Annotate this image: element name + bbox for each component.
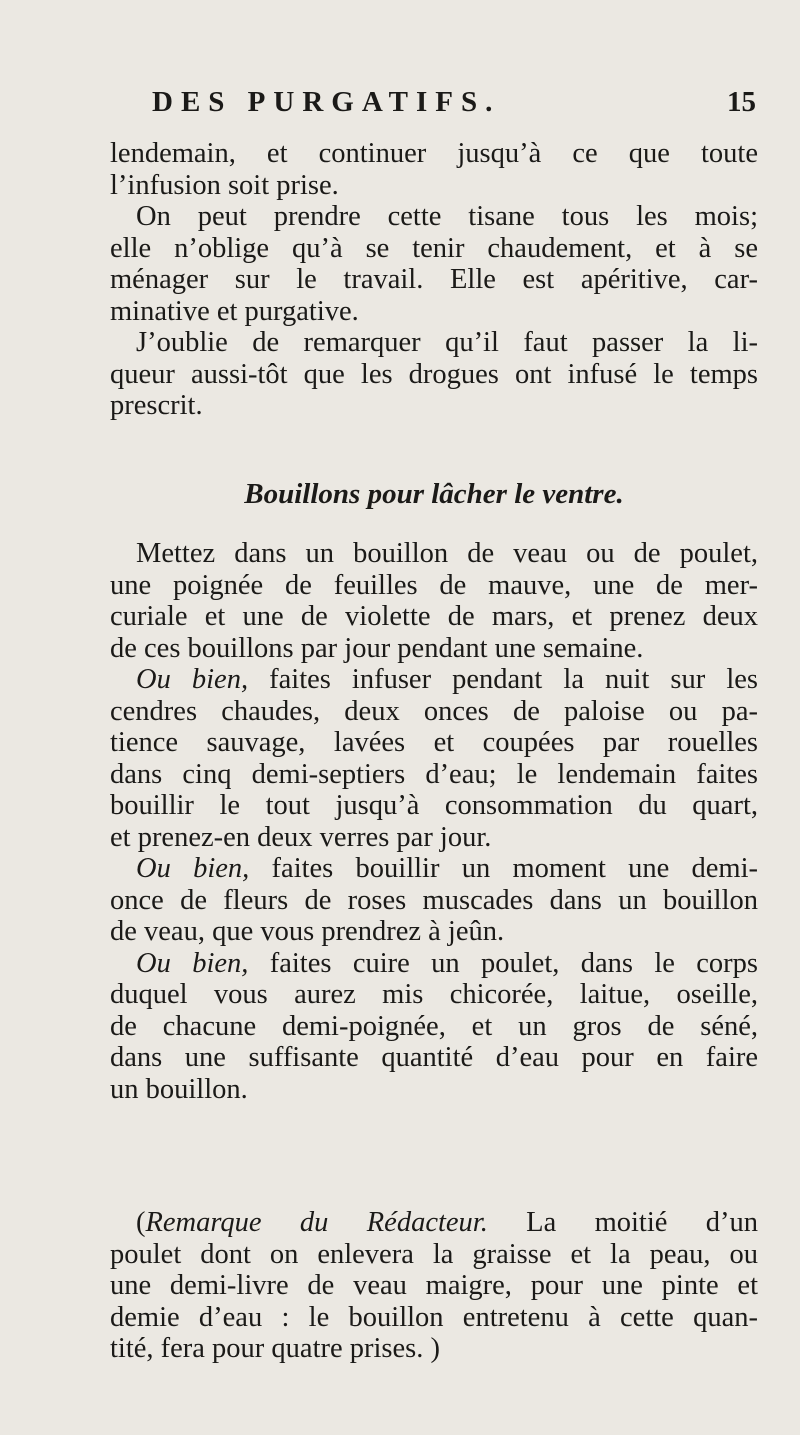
text-line: prescrit. [110,390,203,421]
text-line: une demi-livre de veau maigre, pour une pinte et [110,1270,758,1301]
text-line: de chacune demi-poignée, et un gros de séné, [110,1010,758,1042]
text-line: un bouillon. [110,1073,248,1105]
text-line: duquel vous aurez mis chicorée, laitue, oseille, [110,979,758,1010]
text-line: ménager sur le travail. Elle est apéritive, car- [110,264,758,295]
section-heading: Bouillons pour lâcher le ventre. [244,478,624,510]
text-line: demie d’eau : le bouillon entretenu à cette quan- [110,1301,758,1333]
text-line: une poignée de feuilles de mauve, une de mer- [110,569,758,601]
text-line: et prenez-en deux verres par jour. [110,821,492,853]
text-line: queur aussi-tôt que les drogues ont infusé le temps [110,358,758,390]
text-line [110,1207,758,1239]
text-line: poulet dont on enlevera la graisse et la peau, ou [110,1238,758,1270]
line-rest: La moitié d’un [487,1207,758,1238]
page-header [152,86,756,128]
text-line: tience sauvage, lavées et coupées par rouelles [110,727,758,758]
text-line: minative et purgative. [110,295,359,327]
text-line: J’oublie de remarquer qu’il faut passer la li- [136,327,758,358]
page-number: 15 [727,86,756,118]
intro-text [110,138,758,422]
text-line [110,664,758,696]
text-line: dans une suffisante quantité d’eau pour en faire [110,1042,758,1073]
text-line: lendemain, et continuer jusqu’à ce que toute [110,138,758,169]
line-rest: faites bouillir un moment une demi- [249,853,758,884]
line-rest: faites infuser pendant la nuit sur les [248,664,758,695]
text-line: cendres chaudes, deux onces de paloise ou pa- [110,695,758,727]
editor-remark [110,1207,758,1365]
text-line [110,853,758,885]
ou-bien-italic: Ou bien, [136,853,250,884]
text-line: l’infusion soit prise. [110,169,339,201]
text-line: de veau, que vous prendrez à jeûn. [110,916,505,947]
text-line: On peut prendre cette tisane tous les mois; [136,201,758,232]
text-line: once de fleurs de roses muscades dans un bouillon [110,884,758,916]
text-line [110,948,758,980]
running-head: DES PURGATIFS. [152,86,501,118]
text-line: de ces bouillons par jour pendant une semaine. [110,632,644,664]
ou-bien-italic: Ou bien, [136,664,249,695]
open-paren: ( [136,1207,146,1238]
text-line: elle n’oblige qu’à se tenir chaudement, et à se [110,232,758,264]
text-line: bouillir le tout jusqu’à consommation du quart, [110,790,758,821]
text-line: curiale et une de violette de mars, et prenez deux [110,601,758,632]
recipe-text [110,538,758,1105]
text-line: dans cinq demi-septiers d’eau; le lendemain faites [110,758,758,790]
text-line: tité, fera pour quatre prises. ) [110,1333,440,1364]
ou-bien-italic: Ou bien, [136,947,249,979]
remark-label: Remarque du Rédacteur. [145,1207,488,1238]
text-line: Mettez dans un bouillon de veau ou de poulet, [136,538,758,569]
line-rest: faites cuire un poulet, dans le corps [248,947,758,979]
